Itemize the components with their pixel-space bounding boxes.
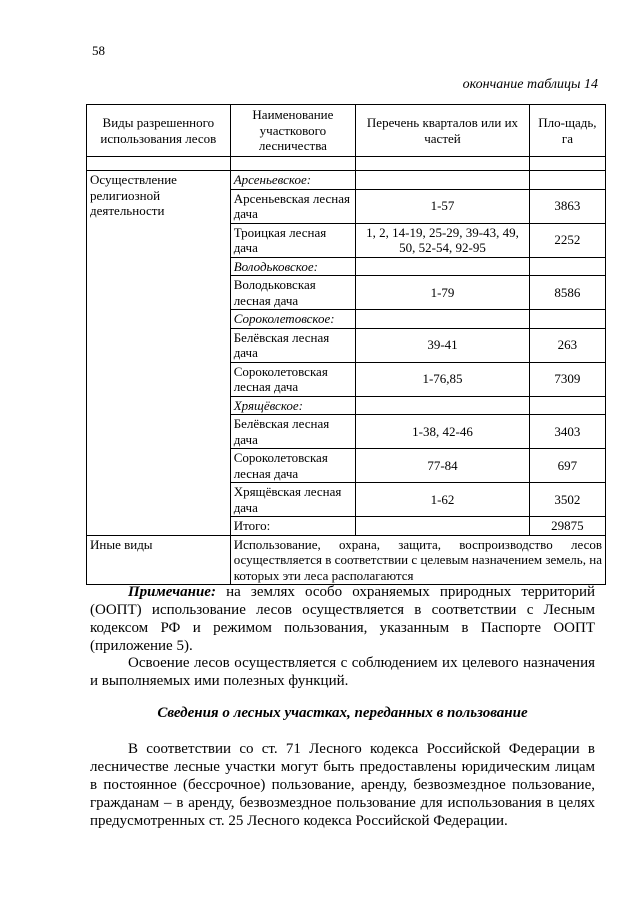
- plot-area: 8586: [529, 276, 605, 310]
- plot-name: Белёвская лесная дача: [230, 328, 355, 362]
- plot-name: Володьковская лесная дача: [230, 276, 355, 310]
- plot-quarters: 1-79: [356, 276, 530, 310]
- table-caption: окончание таблицы 14: [462, 77, 598, 92]
- use-type-religious: Осуществление религиозной деятельности: [87, 171, 231, 536]
- plot-area: 3863: [529, 189, 605, 223]
- forestry-area-empty: [529, 396, 605, 415]
- header-use-type: Виды разрешенного использования лесов: [87, 105, 231, 157]
- plot-quarters: 77-84: [356, 449, 530, 483]
- plot-quarters: 1-57: [356, 189, 530, 223]
- forestry-name: Сороколетовское:: [230, 310, 355, 329]
- forest-use-table: [86, 104, 606, 585]
- plot-name: Сороколетовская лесная дача: [230, 362, 355, 396]
- forestry-area-empty: [529, 310, 605, 329]
- table-spacer-row: [87, 157, 606, 171]
- total-quarters-empty: [356, 517, 530, 536]
- other-use-row: [87, 535, 606, 585]
- forestry-quarters-empty: [356, 310, 530, 329]
- total-label: Итого:: [230, 517, 355, 536]
- note-text: на землях особо охраняемых природных территорий (ООПТ) использование лесов осуществляется в соответствии с Лесным кодексом РФ и режимом пользования, указанным в Паспорте ООПТ (приложение 5).: [90, 584, 595, 654]
- forestry-quarters-empty: [356, 257, 530, 276]
- forestry-area-empty: [529, 171, 605, 190]
- plot-area: 263: [529, 328, 605, 362]
- header-quarters: Перечень кварталов или их частей: [356, 105, 530, 157]
- forestry-quarters-empty: [356, 171, 530, 190]
- plot-name: Хрящёвская лесная дача: [230, 483, 355, 517]
- plot-name: Белёвская лесная дача: [230, 415, 355, 449]
- table-header-row: [87, 105, 606, 157]
- forestry-name: Володьковское:: [230, 257, 355, 276]
- total-value: 29875: [529, 517, 605, 536]
- plot-area: 7309: [529, 362, 605, 396]
- plot-area: 3403: [529, 415, 605, 449]
- note-label: Примечание:: [128, 584, 216, 600]
- plot-quarters: 1-76,85: [356, 362, 530, 396]
- forestry-name: Хрящёвское:: [230, 396, 355, 415]
- header-area: Пло-щадь, га: [529, 105, 605, 157]
- page-number: 58: [92, 43, 105, 58]
- note-paragraph: [90, 583, 595, 655]
- paragraph-1: Освоение лесов осуществляется с соблюдением их целевого назначения и выполняемых ими полезных функций.: [90, 655, 595, 689]
- plot-quarters: 1, 2, 14-19, 25-29, 39-43, 49, 50, 52-54, 92-95: [356, 223, 530, 257]
- plot-quarters: 1-62: [356, 483, 530, 517]
- plot-area: 3502: [529, 483, 605, 517]
- forestry-quarters-empty: [356, 396, 530, 415]
- forestry-name: Арсеньевское:: [230, 171, 355, 190]
- forestry-area-empty: [529, 257, 605, 276]
- other-use-description: Использование, охрана, защита, воспроизводство лесов осуществляется в соответствии с целевым назначением земель, на которых эти леса располагаются: [230, 535, 605, 585]
- plot-name: Арсеньевская лесная дача: [230, 189, 355, 223]
- use-type-other: Иные виды: [87, 535, 231, 585]
- plot-quarters: 1-38, 42-46: [356, 415, 530, 449]
- paragraph-2: В соответствии со ст. 71 Лесного кодекса Российской Федерации в лесничестве лесные участки могут быть предоставлены юридическим лицам в постоянное (бессрочное) пользование, аренду, безвозмездное пользование, гражданам – в аренду, безвозмездное пользование для использования в целях предусмотренных ст. 25 Лесного кодекса Российской Федерации.: [90, 741, 595, 829]
- plot-quarters: 39-41: [356, 328, 530, 362]
- plot-area: 2252: [529, 223, 605, 257]
- plot-area: 697: [529, 449, 605, 483]
- section-heading: Сведения о лесных участках, переданных в пользование: [157, 705, 528, 721]
- forestry-header-row: [87, 171, 606, 190]
- header-forestry-name: Наименование участкового лесничества: [230, 105, 355, 157]
- plot-name: Троицкая лесная дача: [230, 223, 355, 257]
- plot-name: Сороколетовская лесная дача: [230, 449, 355, 483]
